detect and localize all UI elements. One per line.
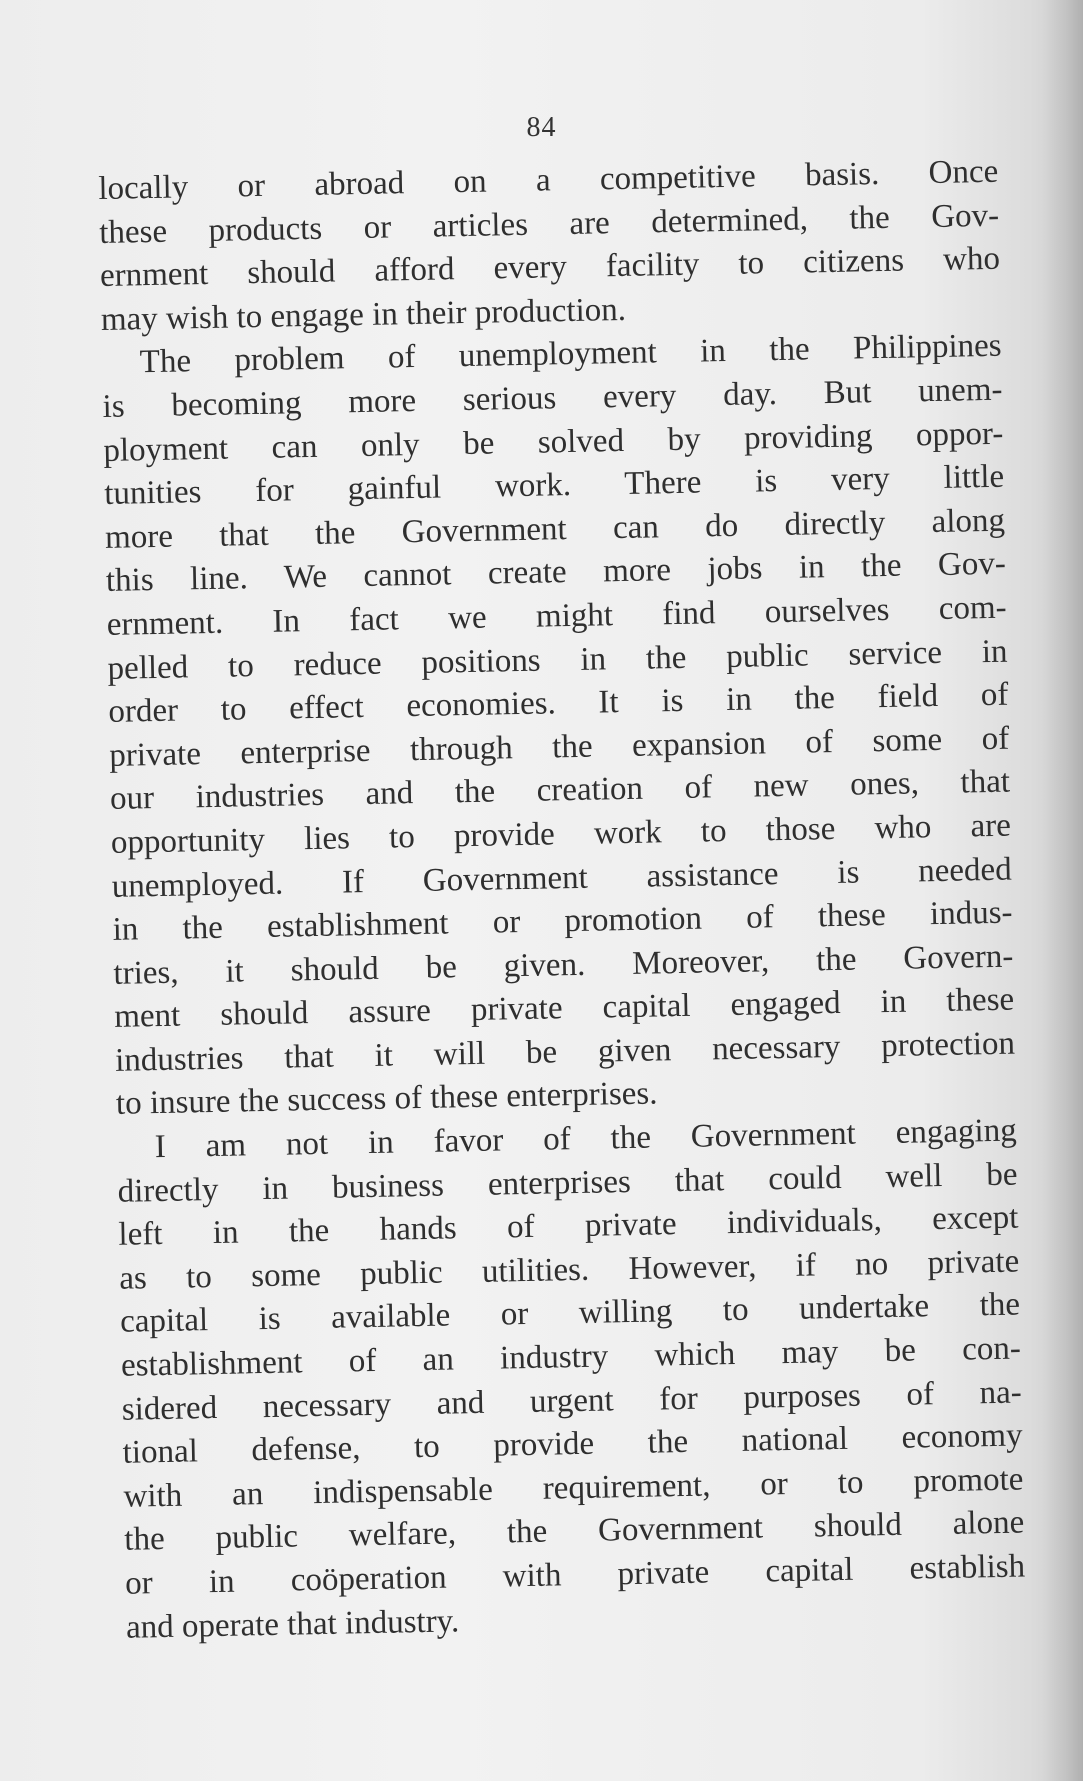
text-line: in the establishment or promotion of these indus-	[112, 894, 1013, 948]
text-line: ment should assure private capital engaged in these	[113, 981, 1015, 1036]
text-line: to insure the success of these enterprises.	[115, 1075, 658, 1123]
text-line: may wish to engage in their production.	[100, 291, 627, 338]
text-line: ernment. In fact we might find ourselves com-	[106, 589, 1007, 643]
text-line: unemployed. If Government assistance is needed	[111, 851, 1012, 905]
body-text	[98, 151, 1026, 1650]
text-line: with an indispensable requirement, or to promote	[123, 1461, 1024, 1515]
text-line: our industries and the creation of new ones, that	[109, 763, 1011, 818]
text-line: tries, it should be given. Moreover, the Govern-	[113, 938, 1014, 992]
text-line: and operate that industry.	[125, 1602, 460, 1646]
text-line: The problem of unemployment in the Philippines	[139, 328, 1002, 381]
text-line: ployment can only be solved by providing oppor-	[103, 415, 1004, 469]
text-line: this line. We cannot create more jobs in the Gov-	[105, 545, 1007, 600]
text-line: private enterprise through the expansion of some of	[108, 720, 1010, 774]
text-line: locally or abroad on a competitive basis. Once	[98, 153, 999, 207]
text-line: more that the Government can do directly along	[104, 502, 1006, 556]
text-line: left in the hands of private individuals, except	[118, 1199, 1019, 1254]
text-line: industries that it will be given necessary protection	[114, 1025, 1016, 1079]
text-line: tunities for gainful work. There is very little	[103, 458, 1005, 513]
text-line: ernment should afford every facility to citizens who	[99, 240, 1001, 295]
text-line: capital is available or willing to undertake the	[119, 1286, 1021, 1341]
page-gutter-shadow	[1043, 0, 1083, 1781]
text-line: order to effect economies. It is in the field of	[108, 676, 1009, 731]
text-line: or in coöperation with private capital establish	[124, 1548, 1026, 1602]
text-line: directly in business enterprises that could well be	[117, 1156, 1018, 1210]
text-line: tional defense, to provide the national economy	[122, 1417, 1023, 1471]
text-line: these products or articles are determined, the Gov-	[98, 197, 1000, 251]
text-line: as to some public utilities. However, if no private	[118, 1243, 1020, 1297]
text-line: is becoming more serious every day. But unem-	[102, 371, 1003, 425]
text-line: I am not in favor of the Government engaging	[154, 1112, 1017, 1166]
text-line: sidered necessary and urgent for purposes of na-	[121, 1374, 1023, 1428]
text-line: pelled to reduce positions in the public service in	[107, 633, 1008, 687]
text-line: the public welfare, the Government should alone	[124, 1504, 1025, 1559]
page-number: 84	[526, 112, 557, 143]
text-line: opportunity lies to provide work to those who are	[110, 807, 1012, 861]
text-line: establishment of an industry which may be con-	[120, 1330, 1022, 1384]
